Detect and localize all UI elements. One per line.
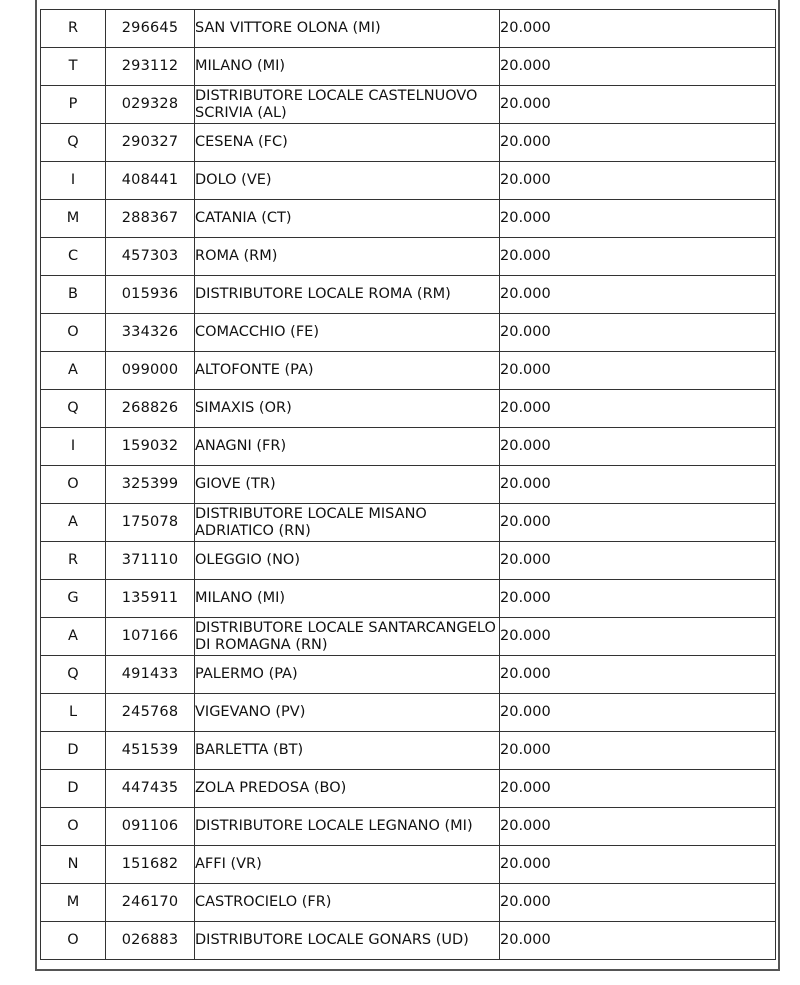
row-code-cell: 290327 bbox=[106, 124, 195, 162]
row-code-cell: 246170 bbox=[106, 884, 195, 922]
row-value-cell: 20.000 bbox=[500, 276, 776, 314]
row-place-cell: GIOVE (TR) bbox=[195, 466, 500, 504]
row-value-cell: 20.000 bbox=[500, 542, 776, 580]
row-letter-cell: R bbox=[41, 542, 106, 580]
row-code-cell: 447435 bbox=[106, 770, 195, 808]
table-row bbox=[41, 922, 776, 960]
row-value-cell: 20.000 bbox=[500, 10, 776, 48]
row-letter-cell: D bbox=[41, 732, 106, 770]
row-place-cell: CASTROCIELO (FR) bbox=[195, 884, 500, 922]
row-code-cell: 408441 bbox=[106, 162, 195, 200]
row-code-cell: 151682 bbox=[106, 846, 195, 884]
table-row bbox=[41, 846, 776, 884]
row-place-cell: OLEGGIO (NO) bbox=[195, 542, 500, 580]
table-row bbox=[41, 694, 776, 732]
row-place-cell: ALTOFONTE (PA) bbox=[195, 352, 500, 390]
table-row bbox=[41, 124, 776, 162]
row-value-cell: 20.000 bbox=[500, 618, 776, 656]
row-place-cell: BARLETTA (BT) bbox=[195, 732, 500, 770]
row-value-cell: 20.000 bbox=[500, 200, 776, 238]
table-row bbox=[41, 10, 776, 48]
row-value-cell: 20.000 bbox=[500, 504, 776, 542]
table-row bbox=[41, 656, 776, 694]
row-code-cell: 288367 bbox=[106, 200, 195, 238]
row-letter-cell: C bbox=[41, 238, 106, 276]
row-letter-cell: I bbox=[41, 428, 106, 466]
table-row bbox=[41, 276, 776, 314]
row-code-cell: 334326 bbox=[106, 314, 195, 352]
row-value-cell: 20.000 bbox=[500, 352, 776, 390]
row-code-cell: 491433 bbox=[106, 656, 195, 694]
row-letter-cell: N bbox=[41, 846, 106, 884]
row-value-cell: 20.000 bbox=[500, 390, 776, 428]
row-value-cell: 20.000 bbox=[500, 48, 776, 86]
row-letter-cell: M bbox=[41, 200, 106, 238]
row-value-cell: 20.000 bbox=[500, 922, 776, 960]
row-code-cell: 245768 bbox=[106, 694, 195, 732]
row-place-cell: DISTRIBUTORE LOCALE CASTELNUOVO SCRIVIA (AL) bbox=[195, 86, 500, 124]
row-place-cell: MILANO (MI) bbox=[195, 48, 500, 86]
table-row bbox=[41, 428, 776, 466]
table-row bbox=[41, 770, 776, 808]
row-place-cell: DOLO (VE) bbox=[195, 162, 500, 200]
row-letter-cell: A bbox=[41, 504, 106, 542]
row-place-cell: CATANIA (CT) bbox=[195, 200, 500, 238]
row-letter-cell: I bbox=[41, 162, 106, 200]
row-value-cell: 20.000 bbox=[500, 238, 776, 276]
row-place-cell: VIGEVANO (PV) bbox=[195, 694, 500, 732]
table-row bbox=[41, 352, 776, 390]
row-letter-cell: O bbox=[41, 466, 106, 504]
row-letter-cell: O bbox=[41, 808, 106, 846]
row-letter-cell: D bbox=[41, 770, 106, 808]
row-place-cell: MILANO (MI) bbox=[195, 580, 500, 618]
row-code-cell: 296645 bbox=[106, 10, 195, 48]
row-letter-cell: A bbox=[41, 618, 106, 656]
row-letter-cell: Q bbox=[41, 124, 106, 162]
row-code-cell: 451539 bbox=[106, 732, 195, 770]
row-value-cell: 20.000 bbox=[500, 656, 776, 694]
row-place-cell: PALERMO (PA) bbox=[195, 656, 500, 694]
row-letter-cell: O bbox=[41, 314, 106, 352]
row-code-cell: 371110 bbox=[106, 542, 195, 580]
row-value-cell: 20.000 bbox=[500, 770, 776, 808]
row-letter-cell: Q bbox=[41, 656, 106, 694]
table-row bbox=[41, 884, 776, 922]
row-letter-cell: M bbox=[41, 884, 106, 922]
row-place-cell: SIMAXIS (OR) bbox=[195, 390, 500, 428]
row-letter-cell: T bbox=[41, 48, 106, 86]
row-place-cell: DISTRIBUTORE LOCALE SANTARCANGELO DI ROMAGNA (RN) bbox=[195, 618, 500, 656]
row-place-cell: AFFI (VR) bbox=[195, 846, 500, 884]
row-place-cell: ANAGNI (FR) bbox=[195, 428, 500, 466]
row-code-cell: 015936 bbox=[106, 276, 195, 314]
table-row bbox=[41, 466, 776, 504]
row-value-cell: 20.000 bbox=[500, 86, 776, 124]
row-value-cell: 20.000 bbox=[500, 884, 776, 922]
table-row bbox=[41, 808, 776, 846]
row-place-cell: COMACCHIO (FE) bbox=[195, 314, 500, 352]
row-letter-cell: Q bbox=[41, 390, 106, 428]
row-value-cell: 20.000 bbox=[500, 732, 776, 770]
row-value-cell: 20.000 bbox=[500, 580, 776, 618]
row-place-cell: DISTRIBUTORE LOCALE ROMA (RM) bbox=[195, 276, 500, 314]
row-letter-cell: R bbox=[41, 10, 106, 48]
row-value-cell: 20.000 bbox=[500, 694, 776, 732]
row-letter-cell: P bbox=[41, 86, 106, 124]
row-code-cell: 175078 bbox=[106, 504, 195, 542]
table-body bbox=[41, 10, 776, 960]
row-place-cell: DISTRIBUTORE LOCALE MISANO ADRIATICO (RN) bbox=[195, 504, 500, 542]
row-value-cell: 20.000 bbox=[500, 846, 776, 884]
row-code-cell: 107166 bbox=[106, 618, 195, 656]
row-code-cell: 026883 bbox=[106, 922, 195, 960]
row-letter-cell: G bbox=[41, 580, 106, 618]
row-code-cell: 293112 bbox=[106, 48, 195, 86]
row-value-cell: 20.000 bbox=[500, 124, 776, 162]
row-code-cell: 159032 bbox=[106, 428, 195, 466]
table-row bbox=[41, 580, 776, 618]
table-row bbox=[41, 162, 776, 200]
row-place-cell: DISTRIBUTORE LOCALE GONARS (UD) bbox=[195, 922, 500, 960]
row-code-cell: 457303 bbox=[106, 238, 195, 276]
table-row bbox=[41, 504, 776, 542]
row-code-cell: 325399 bbox=[106, 466, 195, 504]
row-letter-cell: A bbox=[41, 352, 106, 390]
table-row bbox=[41, 314, 776, 352]
row-place-cell: ZOLA PREDOSA (BO) bbox=[195, 770, 500, 808]
distributors-table bbox=[40, 9, 776, 960]
table-row bbox=[41, 48, 776, 86]
row-place-cell: CESENA (FC) bbox=[195, 124, 500, 162]
row-value-cell: 20.000 bbox=[500, 314, 776, 352]
row-code-cell: 029328 bbox=[106, 86, 195, 124]
row-code-cell: 091106 bbox=[106, 808, 195, 846]
row-value-cell: 20.000 bbox=[500, 162, 776, 200]
row-value-cell: 20.000 bbox=[500, 428, 776, 466]
row-code-cell: 135911 bbox=[106, 580, 195, 618]
row-letter-cell: B bbox=[41, 276, 106, 314]
row-value-cell: 20.000 bbox=[500, 466, 776, 504]
row-place-cell: SAN VITTORE OLONA (MI) bbox=[195, 10, 500, 48]
table-row bbox=[41, 732, 776, 770]
row-letter-cell: O bbox=[41, 922, 106, 960]
table-row bbox=[41, 200, 776, 238]
row-place-cell: ROMA (RM) bbox=[195, 238, 500, 276]
row-code-cell: 268826 bbox=[106, 390, 195, 428]
table-row bbox=[41, 86, 776, 124]
table-row bbox=[41, 542, 776, 580]
table-row bbox=[41, 390, 776, 428]
table-row bbox=[41, 238, 776, 276]
row-value-cell: 20.000 bbox=[500, 808, 776, 846]
table-row bbox=[41, 618, 776, 656]
row-letter-cell: L bbox=[41, 694, 106, 732]
row-code-cell: 099000 bbox=[106, 352, 195, 390]
row-place-cell: DISTRIBUTORE LOCALE LEGNANO (MI) bbox=[195, 808, 500, 846]
